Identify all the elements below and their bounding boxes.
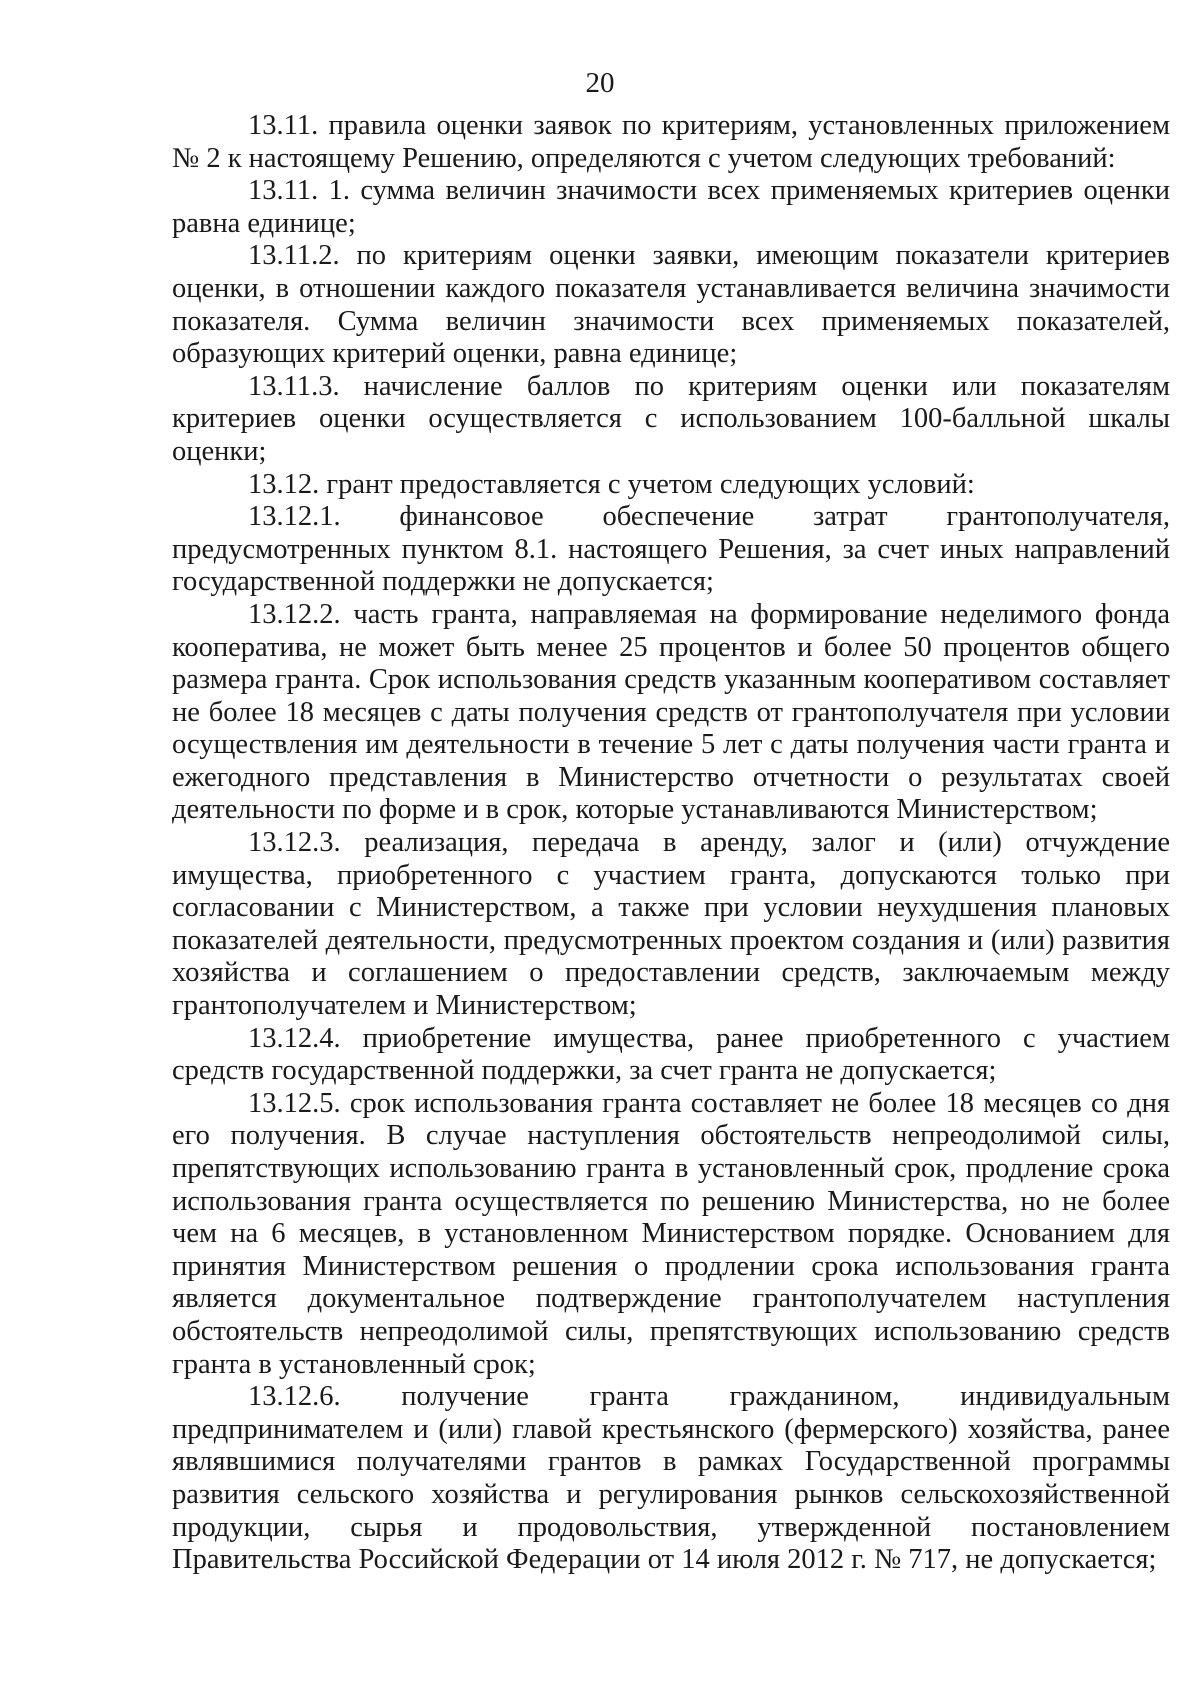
clause-13-12-6: 13.12.6. получение гранта гражданином, индивидуальным предпринимателем и (или) главой крестьянского (фермерского) хозяйства, ранее являвшимися получателями грантов в рамках Государственной программы развития сельского хозяйства и регулирования рынков сельскохозяйственной продукции, сырья и продовольствия, утвержденной постановлением Правительства Российской Федерации от 14 июля 2012 г. № 717, не допускается; xyxy=(172,1381,1170,1576)
document-body xyxy=(172,110,1170,1577)
clause-13-12-2: 13.12.2. часть гранта, направляемая на формирование неделимого фонда кооператива, не может быть менее 25 процентов и более 50 процентов общего размера гранта. Срок использования средств указанным кооперативом составляет не более 18 месяцев с даты получения средств от грантополучателя при условии осуществления им деятельности в течение 5 лет с даты получения части гранта и ежегодного представления в Министерство отчетности о результатах своей деятельности по форме и в срок, которые устанавливаются Министерством; xyxy=(172,598,1170,826)
clause-13-11-1: 13.11. 1. сумма величин значимости всех применяемых критериев оценки равна единице; xyxy=(172,175,1170,239)
clause-13-12-3: 13.12.3. реализация, передача в аренду, залог и (или) отчуждение имущества, приобретенного с участием гранта, допускаются только при согласовании с Министерством, а также при условии неухудшения плановых показателей деятельности, предусмотренных проектом создания и (или) развития хозяйства и соглашением о предоставлении средств, заключаемым между грантополучателем и Министерством; xyxy=(172,827,1170,1022)
clause-13-12-5: 13.12.5. срок использования гранта составляет не более 18 месяцев со дня его получения. В случае наступления обстоятельств непреодолимой силы, препятствующих использованию гранта в установленный срок, продление срока использования гранта осуществляется по решению Министерства, но не более чем на 6 месяцев, в установленном Министерством порядке. Основанием для принятия Министерством решения о продлении срока использования гранта является документальное подтверждение грантополучателем наступления обстоятельств непреодолимой силы, препятствующих использованию средств гранта в установленный срок; xyxy=(172,1087,1170,1380)
clause-13-11-3: 13.11.3. начисление баллов по критериям оценки или показателям критериев оценки осуществляется с использованием 100-балльной шкалы оценки; xyxy=(172,370,1170,467)
clause-13-11-2: 13.11.2. по критериям оценки заявки, имеющим показатели критериев оценки, в отношении каждого показателя устанавливается величина значимости показателя. Сумма величин значимости всех применяемых показателей, образующих критерий оценки, равна единице; xyxy=(172,240,1170,370)
page-number: 20 xyxy=(585,67,615,99)
clause-13-12-1: 13.12.1. финансовое обеспечение затрат грантополучателя, предусмотренных пунктом 8.1. настоящего Решения, за счет иных направлений государственной поддержки не допускается; xyxy=(172,501,1170,598)
clause-13-12: 13.12. грант предоставляется с учетом следующих условий: xyxy=(248,468,975,500)
clause-13-12-4: 13.12.4. приобретение имущества, ранее приобретенного с участием средств государственной поддержки, за счет гранта не допускается; xyxy=(172,1022,1170,1087)
clause-13-11: 13.11. правила оценки заявок по критериям, установленных приложением № 2 к настоящему Решению, определяются с учетом следующих требований: xyxy=(172,110,1170,174)
